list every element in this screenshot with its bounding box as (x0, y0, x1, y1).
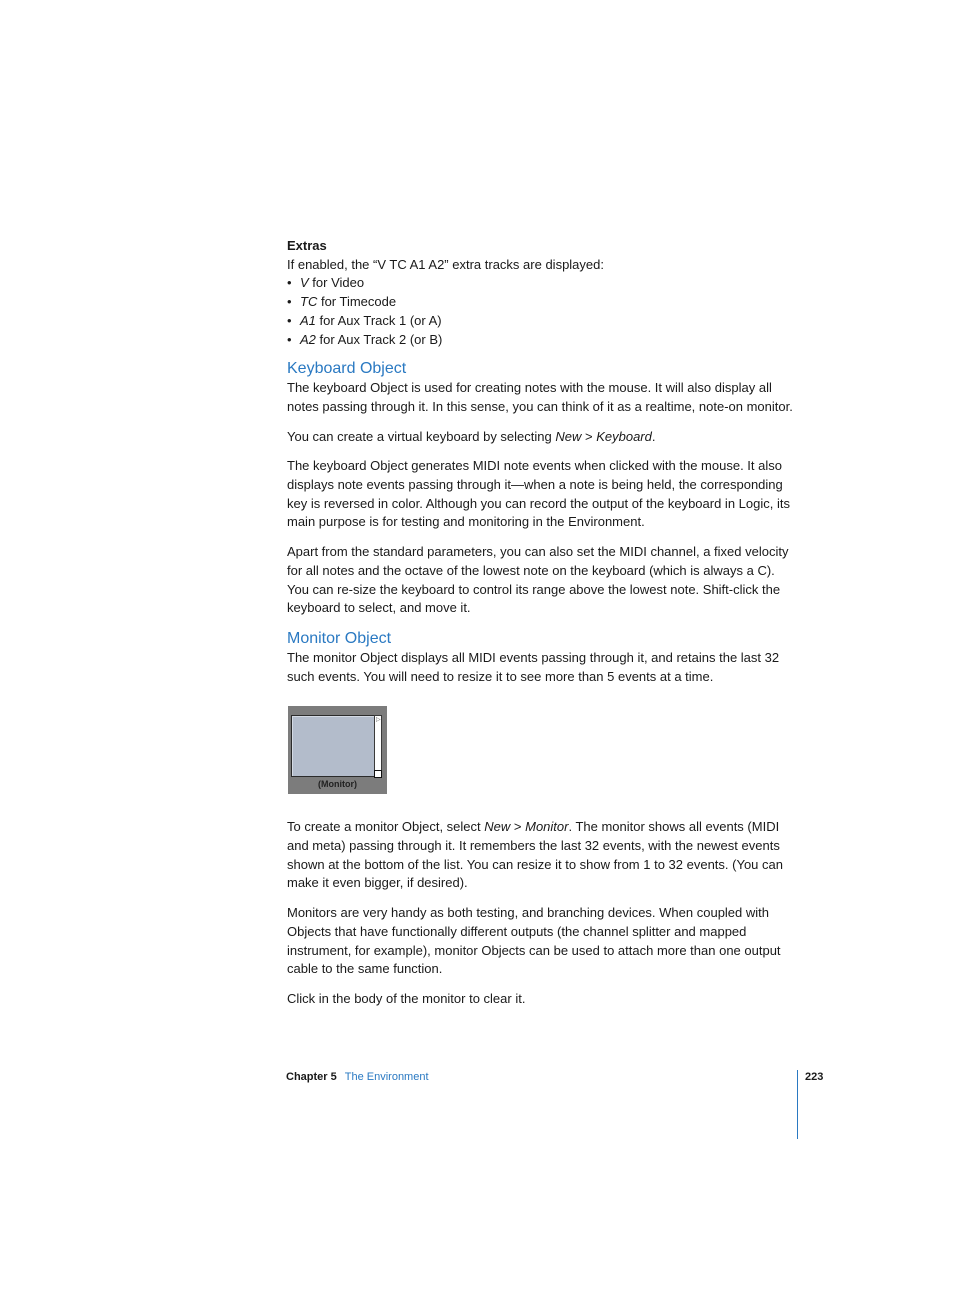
list-item (287, 293, 799, 312)
monitor-object-figure (288, 706, 387, 794)
extras-heading: Extras (287, 238, 327, 253)
menu-name-keyboard: Keyboard (596, 428, 652, 444)
extras-intro: If enabled, the “V TC A1 A2” extra tracks are displayed: (287, 256, 604, 272)
menu-name-new: New (484, 819, 511, 835)
page-number: 223 (805, 1071, 824, 1083)
text-run: You can create a virtual keyboard by selecting (287, 428, 556, 444)
resize-handle-icon (374, 770, 382, 778)
keyboard-paragraph-2 (287, 428, 799, 447)
track-desc: for Video (308, 275, 365, 291)
monitor-display (291, 715, 375, 777)
list-item (287, 274, 799, 293)
keyboard-paragraph-1: The keyboard Object is used for creating notes with the mouse. It will also display all notes passing through it. In this sense, you can think of it as a realtime, note-on monitor. (287, 380, 793, 414)
monitor-paragraph-1: The monitor Object displays all MIDI events passing through it, and retains the last 32 such events. You will need to resize it to see more than 5 events at a time. (287, 649, 780, 684)
page-content (287, 237, 799, 1020)
menu-separator: > (510, 819, 526, 835)
keyboard-paragraph-3: The keyboard Object generates MIDI note events when clicked with the mouse. It also displays note events passing through it—when a note is being held, the corresponding key is reversed in color. Although you can record the output of the keyboard in Logic, its main purpose is for testing and monitoring in the Environment. (287, 458, 790, 530)
chapter-label: Chapter 5 (286, 1071, 337, 1083)
text-run: To create a monitor Object, select (287, 819, 485, 835)
monitor-paragraph-3: Monitors are very handy as both testing, and branching devices. When coupled with Objects that have functionally different outputs (the channel splitter and mapped instrument, for example), monitor Objects can be used to attach more than one output cable to the same function. (287, 905, 781, 977)
keyboard-paragraph-4: Apart from the standard parameters, you can also set the MIDI channel, a fixed velocity for all notes and the octave of the lowest note on the keyboard (which is always a C). You can re-size the keyboard to control its range above the lowest note. Shift-click the keyboard to select, and move it. (287, 544, 789, 616)
monitor-object-heading: Monitor Object (287, 629, 392, 647)
menu-separator: > (581, 428, 597, 444)
footer-divider (797, 1070, 798, 1139)
monitor-paragraph-2 (287, 818, 799, 893)
chapter-title: The Environment (344, 1071, 429, 1083)
track-key: A1 (300, 312, 316, 328)
footer-chapter (286, 1070, 429, 1084)
track-desc: for Aux Track 2 (or B) (315, 331, 443, 347)
menu-name-monitor: Monitor (525, 819, 569, 835)
monitor-paragraph-4: Click in the body of the monitor to clear it. (287, 990, 526, 1006)
keyboard-object-heading: Keyboard Object (287, 360, 407, 378)
list-item (287, 312, 799, 331)
track-key: TC (300, 294, 318, 310)
monitor-scrollbar (374, 715, 382, 777)
text-run: . The monitor shows all events (MIDI and meta) passing through it. It remembers the last 32 events, with the newest events shown at the bottom of the list. You can resize it to show from 1 to 32 events. (You can make it even bigger, if desired). (287, 819, 783, 891)
track-desc: for Aux Track 1 (or A) (315, 312, 442, 328)
monitor-figure-label: (Monitor) (318, 779, 357, 790)
extras-list (287, 274, 799, 349)
track-desc: for Timecode (317, 294, 397, 310)
track-key: V (300, 275, 309, 291)
list-item (287, 331, 799, 350)
track-key: A2 (300, 331, 316, 347)
scroll-arrow-icon: ▷ (376, 717, 381, 724)
menu-name-new: New (555, 428, 582, 444)
text-run: . (651, 428, 656, 444)
